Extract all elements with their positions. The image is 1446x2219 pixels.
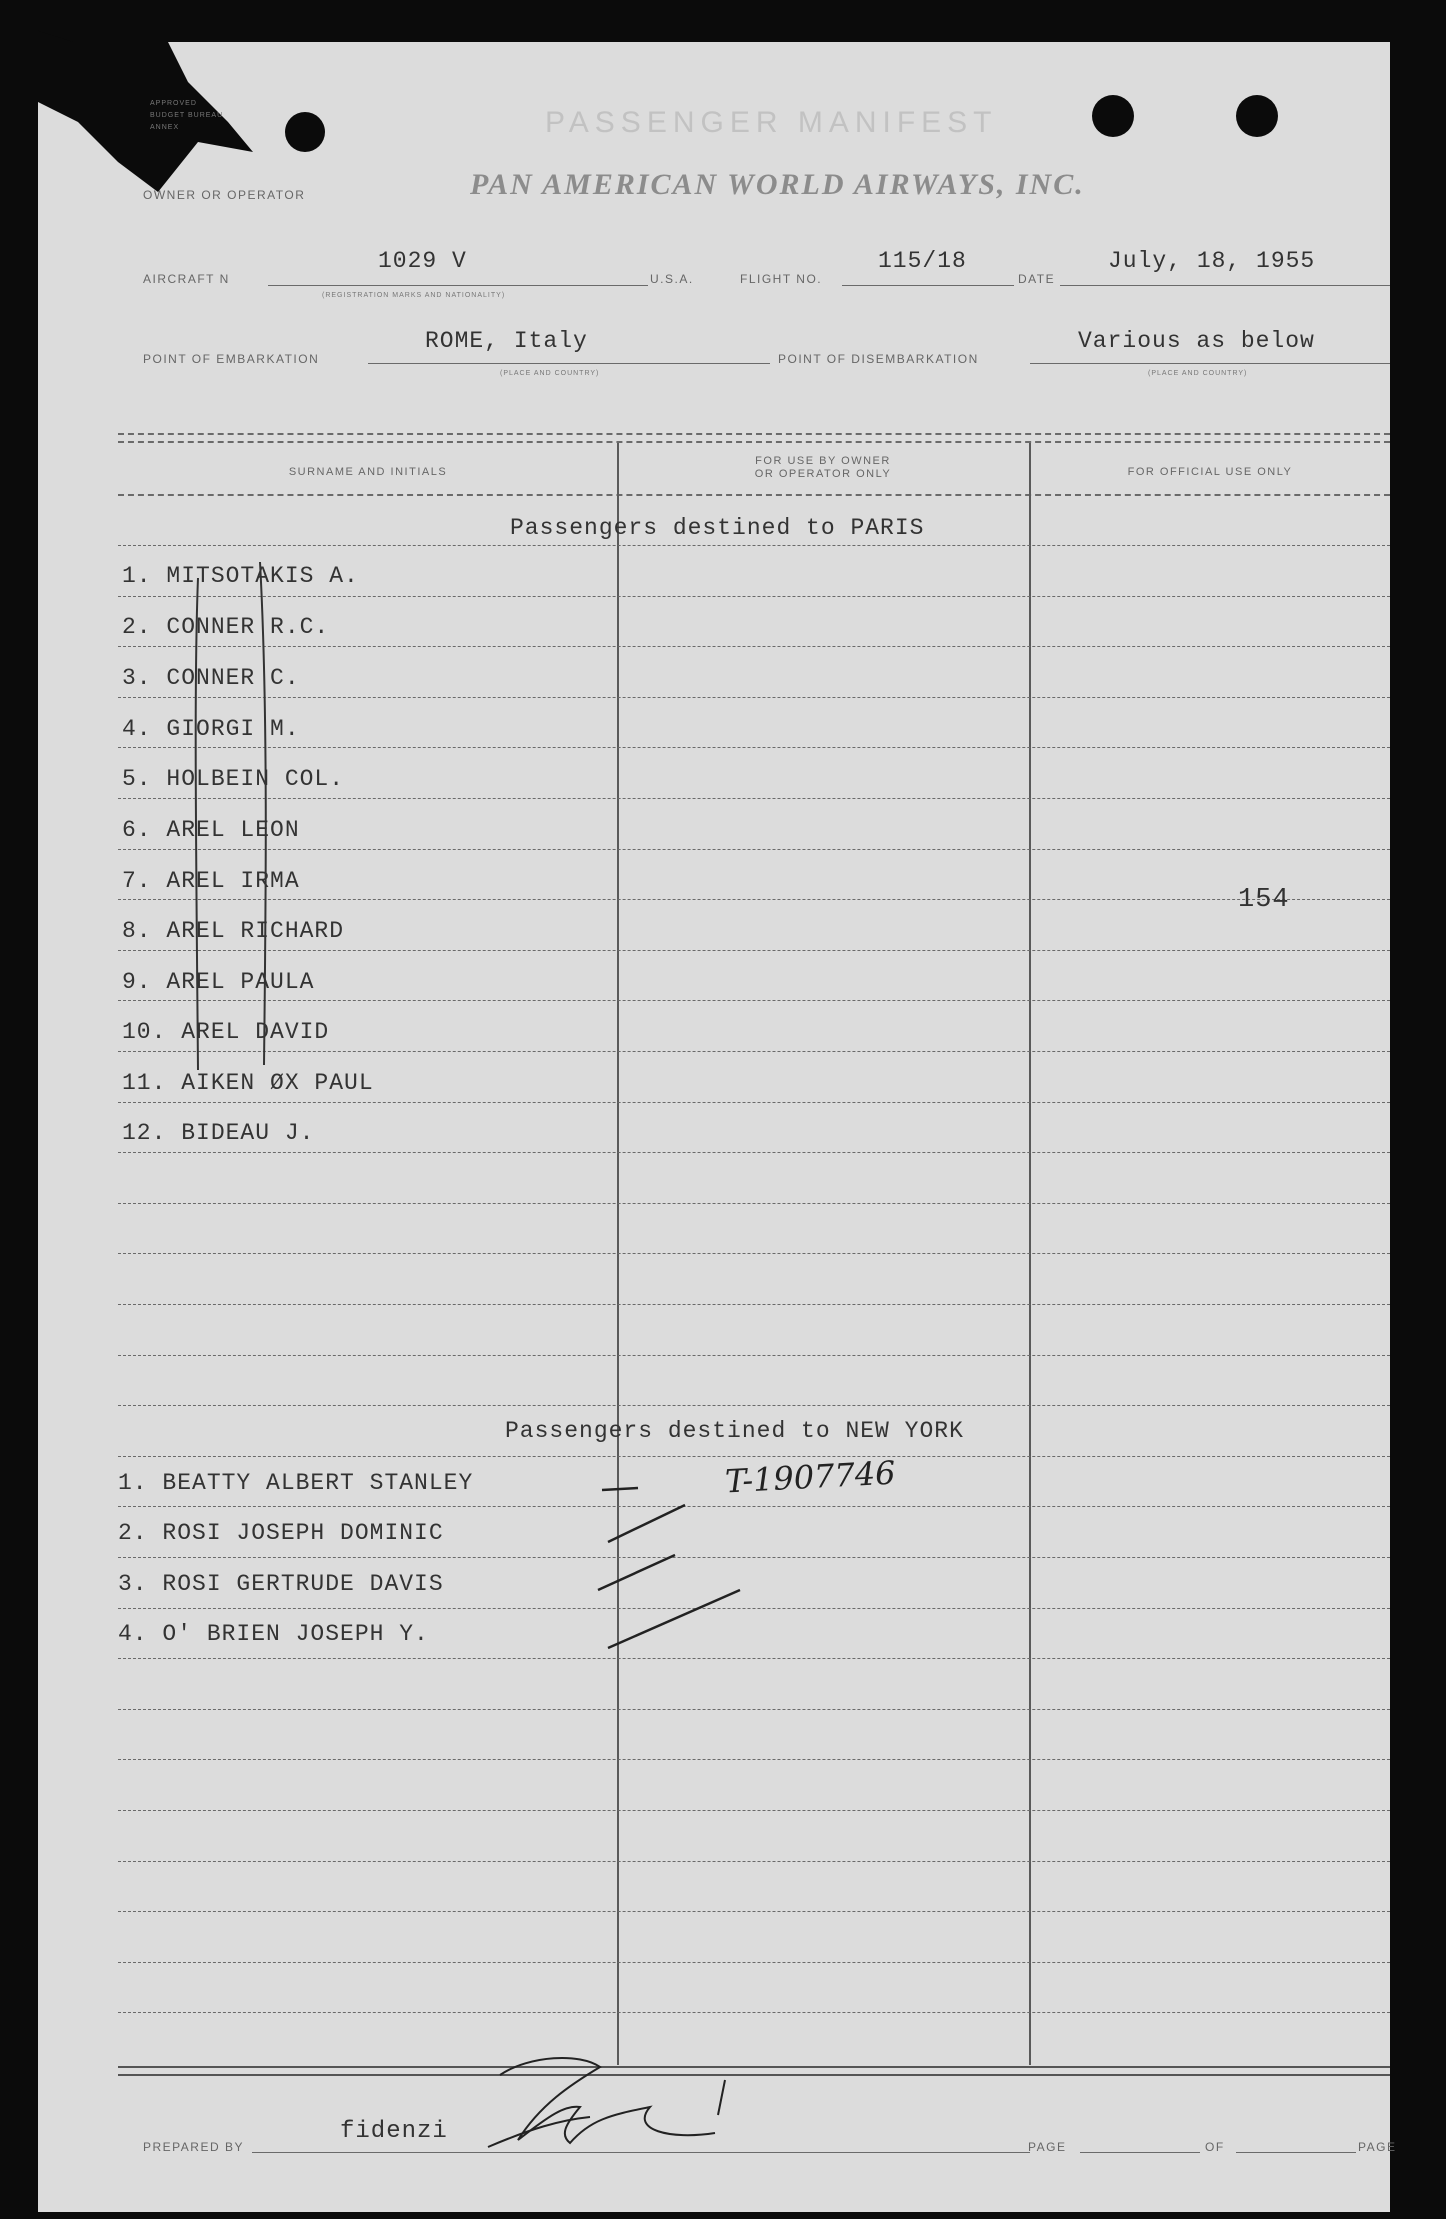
ruled-line [118,899,1390,900]
ruled-line [118,1203,1390,1204]
approval-stamp-line: BUDGET BUREAU [150,112,224,119]
owner-name: PAN AMERICAN WORLD AIRWAYS, INC. [470,168,1085,201]
ruled-line [118,747,1390,748]
usa-label: U.S.A. [650,272,694,286]
owner-use-column-header: FOR USE BY OWNER [755,455,891,467]
ruled-line [118,1759,1390,1760]
passenger-row: 4. O' BRIEN JOSEPH Y. [118,1621,429,1647]
prepared-by-underline [252,2152,1030,2153]
ruled-line [118,596,1390,597]
date-value: July, 18, 1955 [1108,248,1316,274]
ruled-line [118,1911,1390,1912]
embarkation-underline [368,363,770,364]
aircraft-sub: (REGISTRATION MARKS AND NATIONALITY) [322,292,506,299]
passenger-row: 10. AREL DAVID [122,1019,330,1045]
owner-label: OWNER OR OPERATOR [143,188,306,202]
ruled-line [118,1304,1390,1305]
ruled-line [118,1456,1390,1457]
approval-stamp-line: APPROVED [150,100,197,107]
passenger-row: 12. BIDEAU J. [122,1120,315,1146]
embarkation-label: POINT OF EMBARKATION [143,352,320,366]
handwritten-note: T-1907746 [724,1453,897,1501]
ruled-line [118,1405,1390,1406]
ruled-line [118,1810,1390,1811]
ruled-line [118,1051,1390,1052]
date-label: DATE [1018,272,1056,286]
ruled-line [118,1709,1390,1710]
flight-label: FLIGHT NO. [740,272,823,286]
punch-hole [285,112,325,152]
ruled-line [118,1152,1390,1153]
of-underline [1236,2152,1356,2153]
passenger-row: 1. BEATTY ALBERT STANLEY [118,1470,474,1496]
passenger-row: 2. ROSI JOSEPH DOMINIC [118,1520,444,1546]
surname-column-header: SURNAME AND INITIALS [288,466,448,478]
ruled-line [118,1962,1390,1963]
aircraft-underline [268,285,648,286]
signature-scribble [470,2045,750,2165]
aircraft-value: 1029 V [378,248,467,274]
embarkation-sub: (PLACE AND COUNTRY) [500,370,600,377]
punch-hole [1236,95,1278,137]
table-top-line-2 [118,441,1390,443]
ruled-line [118,950,1390,951]
disembarkation-value: Various as below [1078,328,1315,354]
ruled-line [118,646,1390,647]
passenger-row: 11. AIKEN ØX PAUL [122,1070,374,1096]
official-note: 154 [1238,885,1290,915]
page-label: PAGE [1028,2140,1067,2154]
passenger-row: 9. AREL PAULA [122,969,315,995]
disembarkation-underline [1030,363,1390,364]
official-use-column-header: FOR OFFICIAL USE ONLY [1127,466,1293,478]
ruled-line [118,2012,1390,2013]
passenger-row: 7. AREL IRMA [122,868,300,894]
passenger-row: 3. ROSI GERTRUDE DAVIS [118,1571,444,1597]
aircraft-label: AIRCRAFT N [143,272,230,286]
disembarkation-sub: (PLACE AND COUNTRY) [1148,370,1248,377]
table-bottom-line-2 [118,2074,1390,2076]
ruled-line [118,849,1390,850]
punch-hole [1092,95,1134,137]
column-divider [1029,443,1031,2065]
of-label: OF [1205,2140,1225,2154]
flight-underline [842,285,1014,286]
handwritten-bracket [190,560,290,1080]
flight-value: 115/18 [878,248,967,274]
owner-use-column-header-2: OR OPERATOR ONLY [754,468,892,480]
table-top-line [118,433,1390,435]
ruled-line [118,1000,1390,1001]
ruled-line [118,1861,1390,1862]
passenger-row: 8. AREL RICHARD [122,918,345,944]
ruled-line [118,798,1390,799]
approval-stamp-line: ANNEX [150,124,180,131]
prepared-by-value: fidenzi [340,2118,448,2145]
column-divider [617,443,619,2065]
prepared-by-label: PREPARED BY [143,2140,244,2154]
passenger-row: 6. AREL LEON [122,817,300,843]
page-underline [1080,2152,1200,2153]
ruled-line [118,1102,1390,1103]
passenger-row: 2. CONNER R.C. [122,614,330,640]
table-bottom-line [118,2066,1390,2068]
section-heading-paris: Passengers destined to PARIS [510,515,925,541]
column-header-bottom-line [118,494,1390,496]
ruled-line [118,545,1390,546]
ruled-line [118,1355,1390,1356]
ruled-line [118,697,1390,698]
date-underline [1060,285,1390,286]
page-label-2: PAGE [1358,2140,1397,2154]
ruled-line [118,1253,1390,1254]
passenger-row: 3. CONNER C. [122,665,300,691]
passenger-row: 4. GIORGI M. [122,716,300,742]
disembarkation-label: POINT OF DISEMBARKATION [778,352,979,366]
section-heading-new-york: Passengers destined to NEW YORK [505,1418,964,1444]
passenger-row: 1. MITSOTAKIS A. [122,563,359,589]
passenger-row: 5. HOLBEIN COL. [122,766,345,792]
embarkation-value: ROME, Italy [425,328,588,354]
form-title: PASSENGER MANIFEST [545,106,998,139]
